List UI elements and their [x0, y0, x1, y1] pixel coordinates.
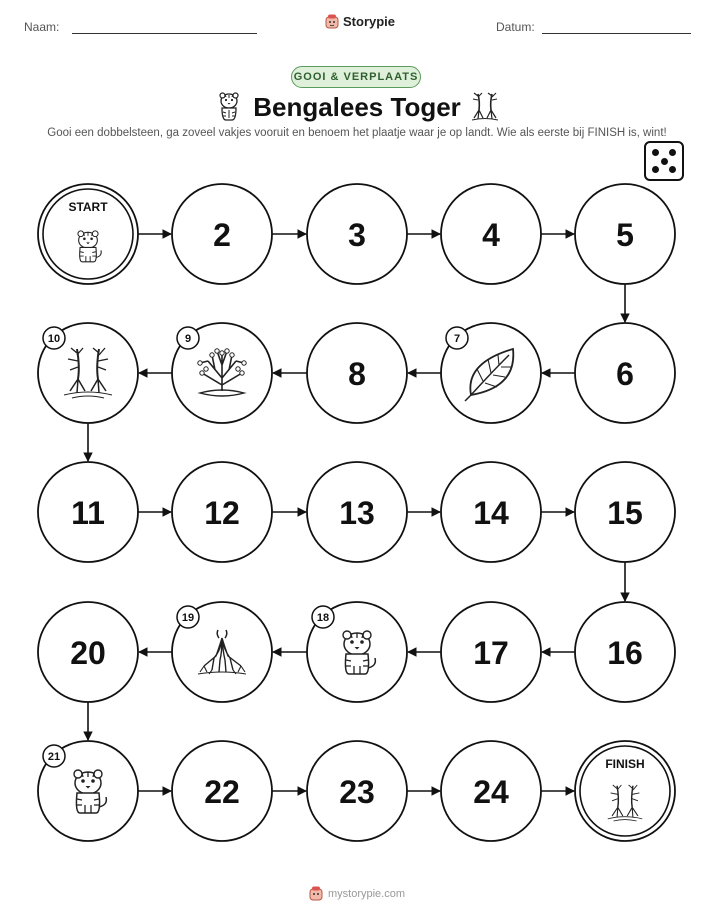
board-space [307, 184, 407, 284]
board-space [38, 741, 138, 841]
board-space [441, 602, 541, 702]
board-space [172, 184, 272, 284]
space-number: 15 [607, 495, 643, 531]
space-number: 17 [473, 635, 509, 671]
start-label: START [68, 200, 108, 214]
board-space [307, 741, 407, 841]
finish-label: FINISH [605, 757, 645, 771]
space-number: 20 [70, 635, 106, 671]
space-number: 11 [71, 495, 105, 531]
storypie-footer-logo-icon [309, 886, 323, 901]
start-space [38, 184, 138, 284]
space-number: 3 [348, 217, 366, 253]
footer-url: mystorypie.com [327, 887, 406, 900]
space-number: 16 [607, 635, 643, 671]
date-label: Datum: [496, 20, 535, 34]
space-number: 23 [339, 774, 375, 810]
board-space [38, 323, 138, 423]
space-number: 2 [213, 217, 231, 253]
space-badge-number: 10 [47, 333, 61, 345]
board-space [441, 741, 541, 841]
board-space [307, 602, 407, 702]
board-space [172, 602, 272, 702]
space-badge-number: 19 [181, 612, 195, 624]
space-badge-number: 9 [184, 333, 192, 345]
space-badge-number: 21 [47, 751, 61, 763]
board-space [575, 462, 675, 562]
space-badge-number: 18 [316, 612, 330, 624]
space-number: 12 [204, 495, 240, 531]
game-type-tag: GOOI & VERPLAATS [291, 66, 421, 88]
board-space [307, 323, 407, 423]
board-space [172, 323, 272, 423]
board-space [38, 602, 138, 702]
finish-space [575, 741, 675, 841]
space-number: 4 [482, 217, 500, 253]
space-number: 13 [339, 495, 375, 531]
space-badge-number: 7 [453, 333, 461, 345]
board-space [307, 462, 407, 562]
board-space [441, 323, 541, 423]
board-space [38, 462, 138, 562]
brand-name: Storypie [343, 14, 396, 29]
instructions: Gooi een dobbelsteen, ga zoveel vakjes vooruit en benoem het plaatje waar je op landt. Wie als eerste bij FINISH is, wint! [47, 127, 667, 139]
board-space [575, 184, 675, 284]
name-label: Naam: [24, 20, 60, 34]
board-space [172, 462, 272, 562]
board-space [575, 602, 675, 702]
space-number: 24 [473, 774, 509, 810]
page-title: Bengalees Toger [253, 92, 461, 122]
space-number: 6 [616, 356, 634, 392]
board-space [172, 741, 272, 841]
board-space [575, 323, 675, 423]
board-space [441, 462, 541, 562]
space-number: 14 [473, 495, 509, 531]
space-number: 5 [616, 217, 634, 253]
footer [0, 886, 714, 901]
board-space [441, 184, 541, 284]
space-number: 22 [204, 774, 240, 810]
space-number: 8 [348, 356, 366, 392]
